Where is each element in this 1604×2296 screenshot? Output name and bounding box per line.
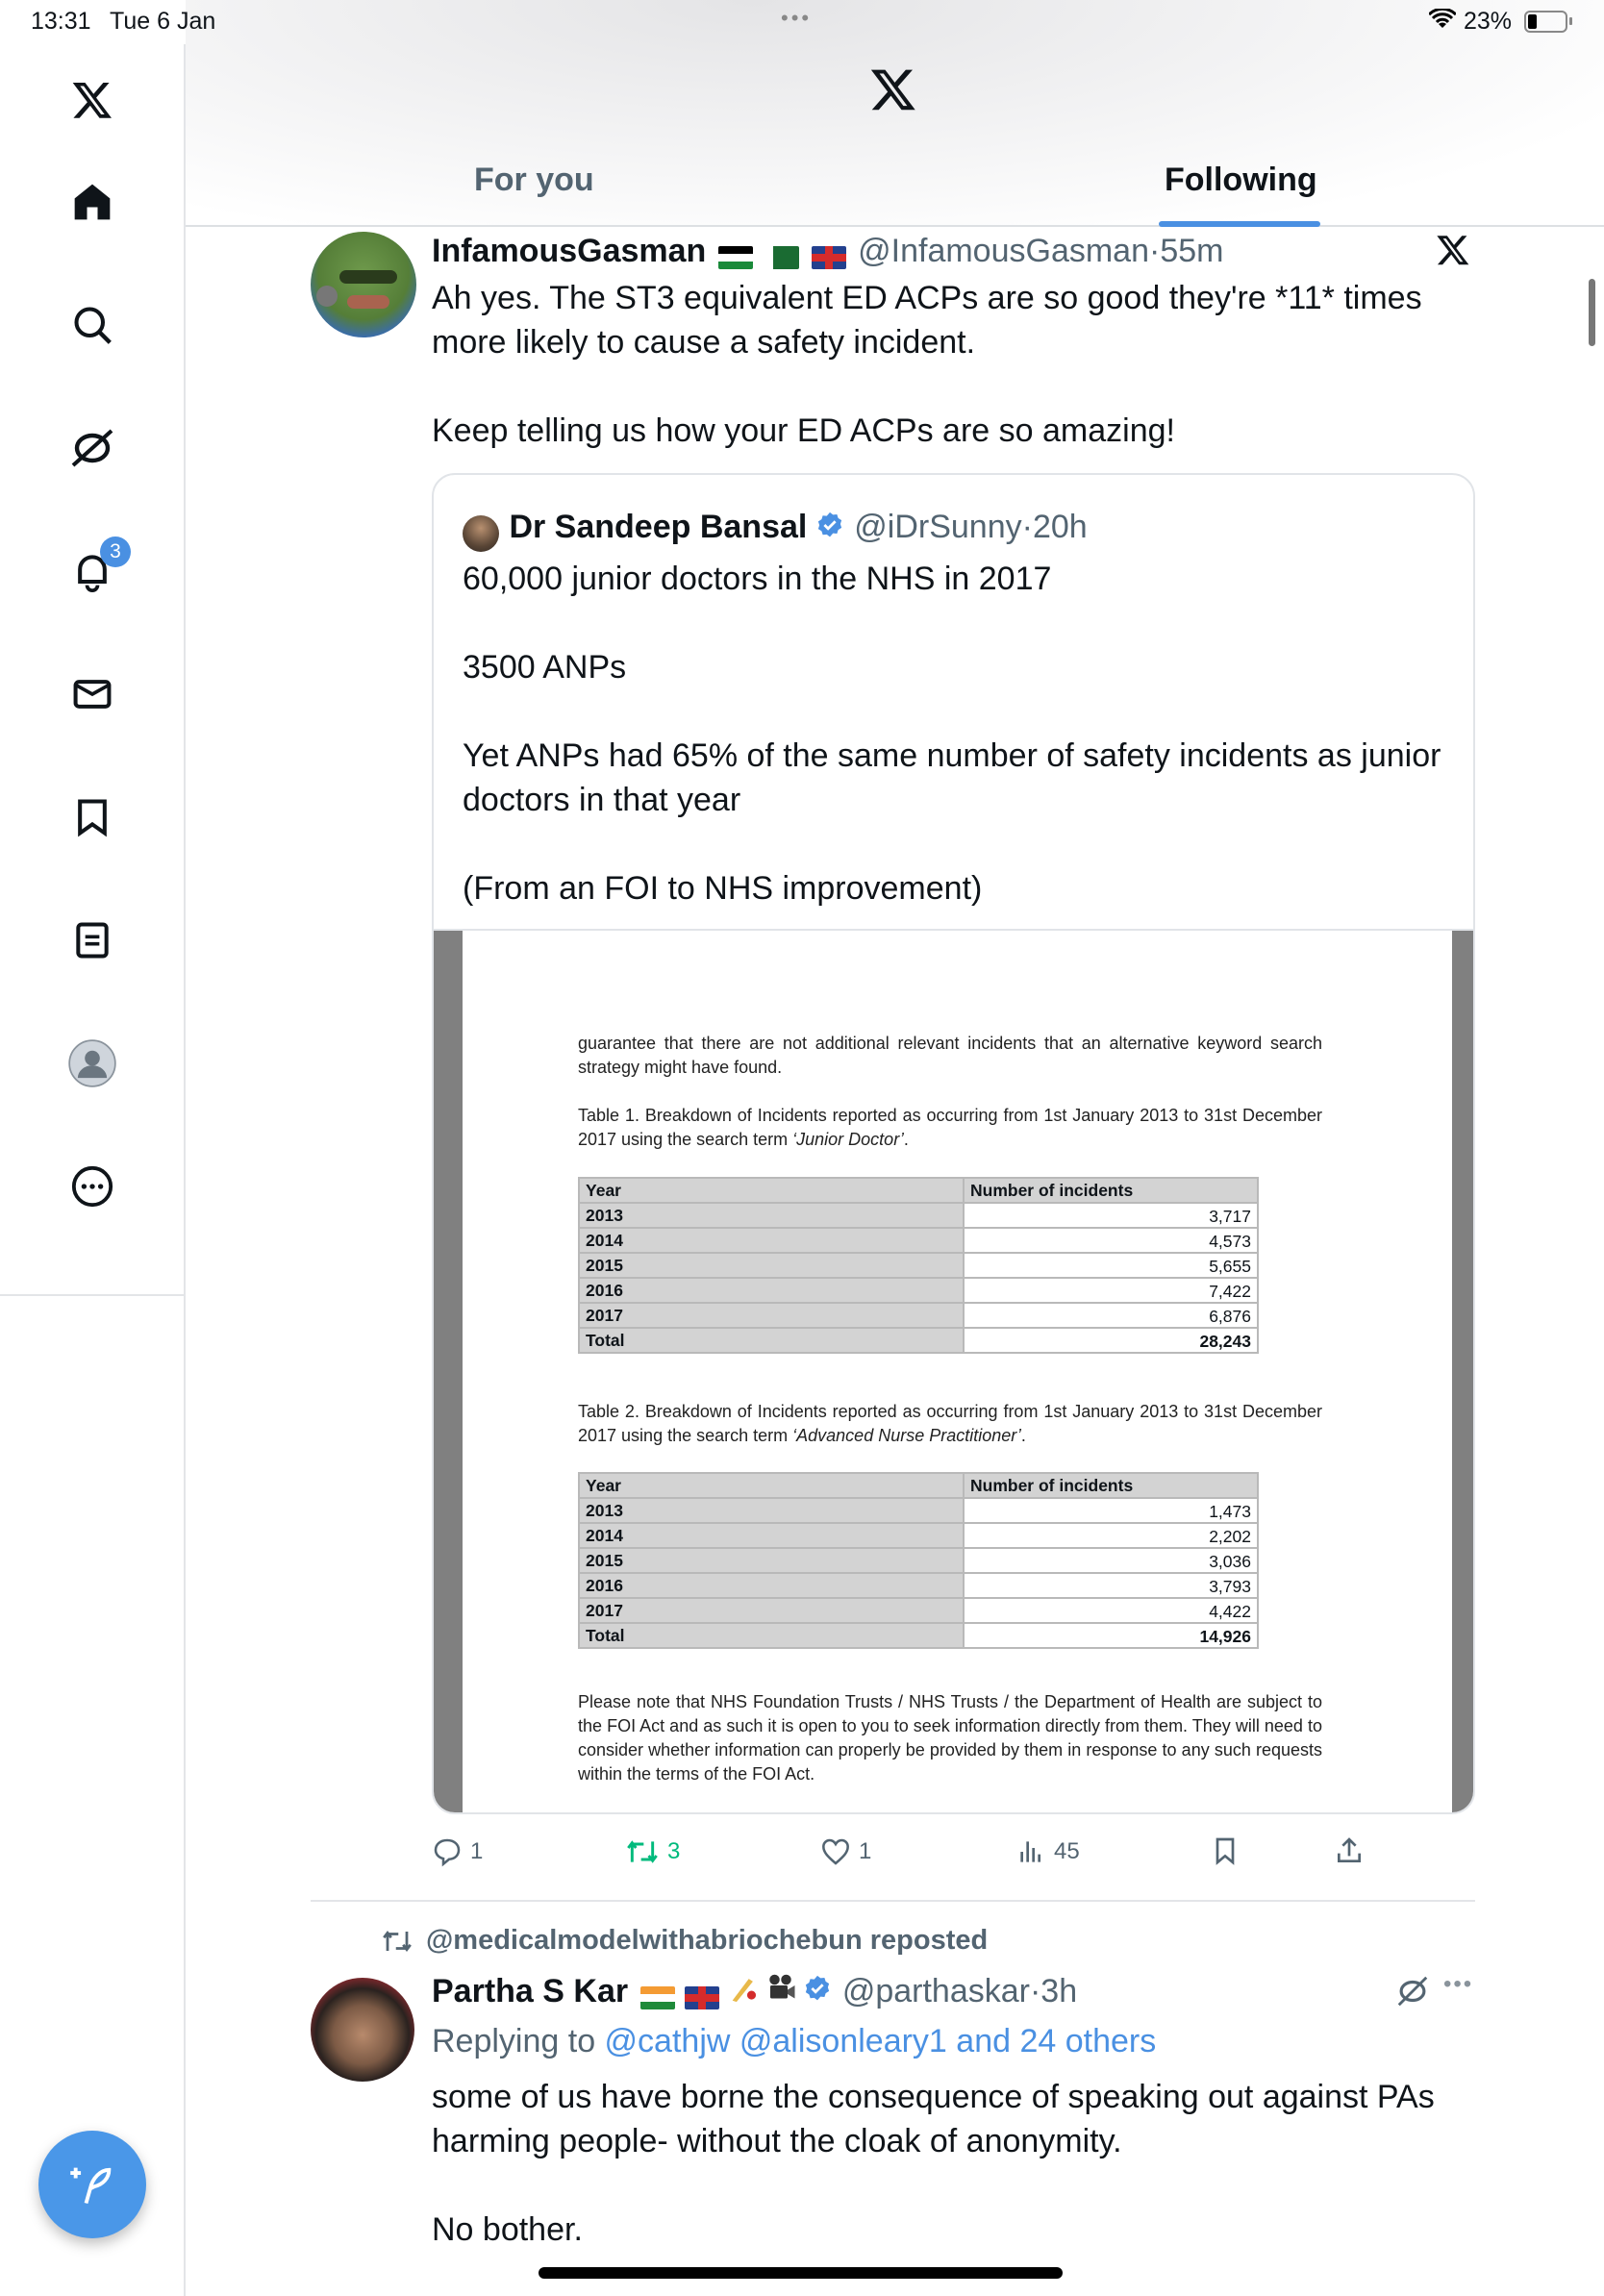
grok-icon[interactable] [1394,1973,1431,2014]
more-icon[interactable] [63,1158,121,1215]
share-button[interactable] [1334,1834,1365,1867]
reply-count: 1 [470,1838,484,1864]
status-date: Tue 6 Jan [110,8,216,35]
views-count: 45 [1054,1838,1080,1864]
movie-camera-icon [764,1971,799,2024]
notifications-badge: 3 [100,537,131,567]
table-row: 2014 4,573 [579,1228,1258,1253]
tweet-text-line: harming people- without the cloak of anonymity. [432,2123,1122,2159]
table-row: 2017 4,422 [579,1598,1258,1623]
battery-level [1528,14,1537,29]
quote-timestamp: 20h [1032,509,1088,545]
foi-document-image[interactable] [434,929,1475,1814]
bookmarks-icon[interactable] [63,788,121,846]
quote-text-line: Yet ANPs had 65% of the same number of safety incidents as junior [463,737,1441,774]
repost-small-icon [380,1927,414,1956]
tab-following[interactable]: Following [1165,162,1317,198]
grok-icon[interactable] [63,419,121,477]
notifications-icon[interactable] [63,542,121,600]
table-header-row: Year Number of incidents [579,1473,1258,1498]
table-row: 2016 7,422 [579,1278,1258,1303]
multitasking-dots-icon[interactable]: ••• [781,6,813,30]
table-total-row: Total 14,926 [579,1623,1258,1648]
replying-to-links[interactable]: @cathjw @alisonleary1 and 24 others [604,2023,1157,2059]
quote-text [463,557,1463,911]
sidebar [0,44,186,2296]
bookmark-button[interactable] [1210,1834,1241,1867]
repost-icon [625,1836,660,1867]
tweet-header [432,1969,1077,2013]
tweet-text-line: some of us have borne the consequence of speaking out against PAs [432,2079,1435,2115]
document-border-left [434,931,463,1814]
uk-flag-icon [812,246,846,269]
separator: · [1021,509,1033,545]
quote-display-name[interactable]: Dr Sandeep Bansal [509,509,808,545]
india-flag-icon [640,1986,675,2009]
tweet-text-line: No bother. [432,2211,583,2248]
tweet-header [432,229,1223,273]
search-icon[interactable] [63,296,121,354]
separator: · [1149,233,1161,269]
table-row: 2015 5,655 [579,1253,1258,1278]
tab-for-you[interactable]: For you [474,162,594,198]
table2-caption: Table 2. Breakdown of Incidents reported as occurring from 1st January 2013 to 31st December 2017 using the search term ‘Advanced Nurse Practitioner’. [578,1402,1322,1445]
battery-icon [1524,11,1567,33]
handle[interactable]: @InfamousGasman [858,233,1149,269]
table-junior-doctor [578,1177,1259,1354]
repost-context [380,1925,988,1957]
quote-header [463,506,1088,548]
timestamp[interactable]: 3h [1040,1973,1078,2009]
document-note: Please note that NHS Foundation Trusts / NHS Trusts / the Department of Health are subject to the FOI Act and as such it is open to you to seek information directly from them. They will need to consider whether information can properly be provided by them in response to any such requests within the terms of the FOI Act. [578,1692,1322,1784]
uk-flag-icon [685,1986,719,2009]
palestine-flag-icon [718,246,753,269]
bookmark-icon [1210,1834,1241,1867]
home-icon[interactable] [63,173,121,231]
tweet-text-line: Ah yes. The ST3 equivalent ED ACPs are so good they're *11* times [432,280,1422,316]
like-button[interactable] [820,1836,871,1867]
display-name[interactable]: Partha S Kar [432,1973,629,2009]
share-icon [1334,1834,1365,1867]
avatar-idrsunny[interactable] [463,515,499,552]
quote-text-line: doctors in that year [463,782,741,818]
quote-text-line: 60,000 junior doctors in the NHS in 2017 [463,561,1052,597]
timestamp[interactable]: 55m [1160,233,1224,269]
avatar-infamousgasman[interactable] [311,232,416,337]
repost-button[interactable] [625,1836,680,1867]
quote-handle[interactable]: @iDrSunny [854,509,1022,545]
tweet-divider [311,1900,1475,1902]
wifi-icon [1429,9,1456,37]
tweet[interactable] [186,1913,1604,2296]
gun-graphic [316,286,338,307]
like-count: 1 [859,1838,872,1864]
table-row: 2015 3,036 [579,1548,1258,1573]
status-bar [0,0,1604,44]
more-options-icon[interactable]: ••• [1443,1971,1474,1997]
repost-count: 3 [667,1838,681,1864]
messages-icon[interactable] [63,665,121,723]
verified-badge-icon [815,511,844,557]
battery-cap [1569,17,1572,25]
cricket-icon [727,1972,760,2023]
table-header-row: Year Number of incidents [579,1178,1258,1203]
reply-icon [432,1836,463,1867]
document-border-right [1452,931,1475,1814]
profile-icon[interactable] [63,1035,121,1092]
tweet-text-line: more likely to cause a safety incident. [432,324,976,361]
avatar-parthaskar[interactable] [311,1978,414,2082]
display-name[interactable]: InfamousGasman [432,233,707,269]
table-advanced-nurse-practitioner [578,1472,1259,1649]
table-row: 2013 3,717 [579,1203,1258,1228]
views-button[interactable] [1015,1836,1080,1867]
tweet-text-line: Keep telling us how your ED ACPs are so amazing! [432,412,1175,449]
table-row: 2017 6,876 [579,1303,1258,1328]
x-logo[interactable] [63,71,121,129]
compose-button[interactable] [38,2131,146,2238]
table-total-row: Total 28,243 [579,1328,1258,1353]
reposted-by[interactable]: @medicalmodelwithabriochebun reposted [426,1925,989,1956]
table-row: 2014 2,202 [579,1523,1258,1548]
separator: · [1029,1973,1041,2009]
quote-text-line: 3500 ANPs [463,649,627,686]
quote-text-line: (From an FOI to NHS improvement) [463,870,983,907]
reply-button[interactable] [432,1836,483,1867]
replying-to: Replying to @cathjw @alisonleary1 and 24 others [432,2023,1157,2059]
pakistan-flag-icon [764,246,799,269]
x-logo-header[interactable] [868,65,918,118]
sidebar-divider [0,1294,186,1296]
document-intro: guarantee that there are not additional relevant incidents that an alternative keyword search strategy might have found. [578,1034,1322,1077]
views-icon [1015,1836,1046,1867]
x-logo-source [1436,233,1470,272]
tweet-text [432,2075,1586,2252]
status-time: 13:31 [31,8,91,35]
handle[interactable]: @parthaskar [841,1973,1030,2009]
quoted-tweet[interactable] [432,473,1475,1814]
lists-icon[interactable] [63,911,121,969]
timeline-tabs [186,144,1604,227]
table-row: 2016 3,793 [579,1573,1258,1598]
active-tab-indicator [1159,221,1320,227]
table1-caption: Table 1. Breakdown of Incidents reported as occurring from 1st January 2013 to 31st December 2017 using the search term ‘Junior Doctor’. [578,1106,1322,1149]
table-row: 2013 1,473 [579,1498,1258,1523]
home-indicator[interactable] [539,2267,1063,2279]
compose-feather-icon [67,2159,117,2209]
tweet-text [432,276,1490,453]
verified-badge-icon [803,1974,832,2021]
battery-percent: 23% [1464,8,1513,35]
heart-icon [820,1836,851,1867]
